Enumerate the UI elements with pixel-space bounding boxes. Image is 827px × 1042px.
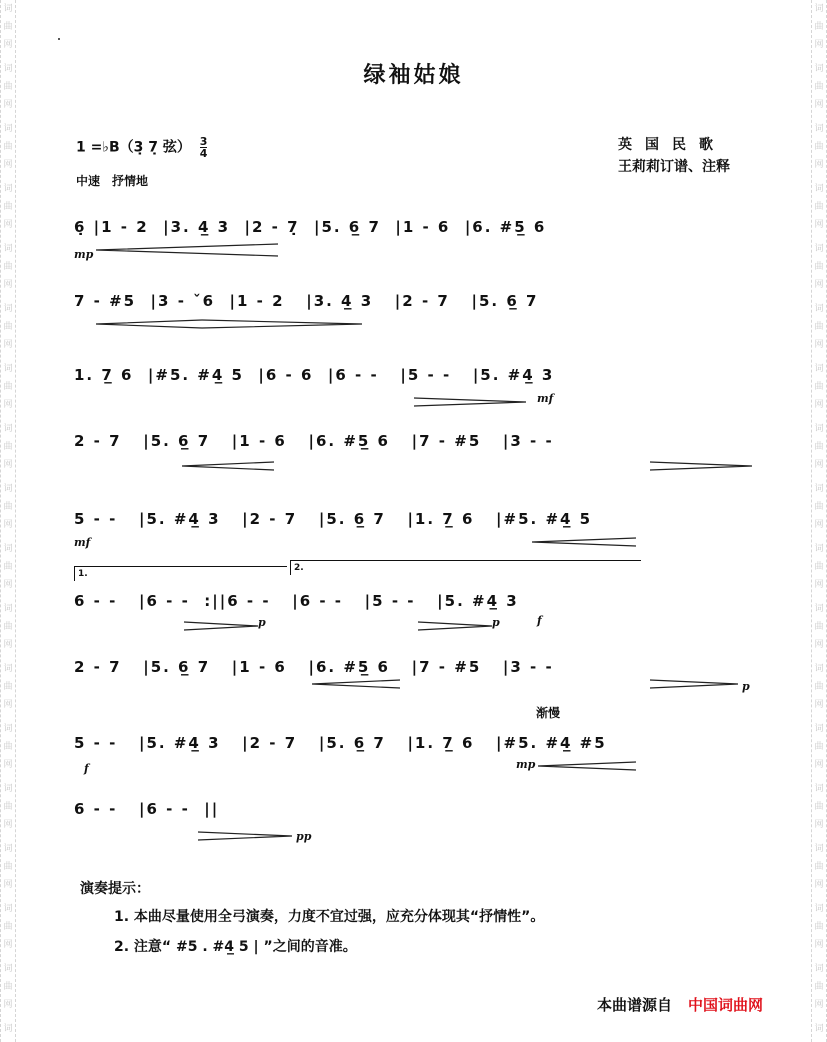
watermark-glyph: 曲 (814, 802, 824, 812)
score-row-text: 7 - #5 |3 - ˇ6 |1 - 2 |3. 4̲ 3 |2 - 7 |5. 6̲ 7 (74, 292, 539, 310)
watermark-glyph: 曲 (3, 382, 13, 392)
decrescendo-hairpin (650, 680, 738, 688)
decrescendo-hairpin (650, 462, 752, 470)
watermark-glyph: 网 (814, 700, 824, 710)
source-footer (597, 994, 763, 1015)
watermark-glyph: 词 (3, 244, 13, 254)
watermark-glyph: 网 (814, 520, 824, 530)
dynamic-mark: mp (74, 248, 94, 261)
score-row-text: 1. 7̲ 6 |#5. #4̲ 5 |6 - 6 |6 - - |5 - - |5. #4̲ 3 (74, 366, 555, 384)
watermark-glyph: 曲 (3, 202, 13, 212)
watermark-glyph: 网 (3, 160, 13, 170)
watermark-glyph: 曲 (814, 622, 824, 632)
watermark-glyph: 词 (3, 64, 13, 74)
watermark-glyph: 网 (814, 760, 824, 770)
watermark-glyph: 网 (814, 400, 824, 410)
watermark-glyph: 网 (814, 220, 824, 230)
key-text: 1 =♭B（3̣ 7̣ 弦） (76, 139, 191, 156)
watermark-glyph: 网 (814, 880, 824, 890)
watermark-glyph: 网 (814, 340, 824, 350)
watermark-glyph: 词 (3, 304, 13, 314)
scan-speck (58, 38, 60, 40)
score-row-text: 5 - - |5. #4̲ 3 |2 - 7 |5. 6̲ 7 |1. 7̲ 6 |#5. #4̲ #5 (74, 734, 607, 752)
watermark-glyph: 词 (814, 844, 824, 854)
time-signature-bottom: 4 (199, 147, 208, 160)
watermark-glyph: 曲 (814, 82, 824, 92)
crescendo-hairpin (96, 244, 278, 256)
dynamic-mark: p (742, 680, 750, 693)
watermark-glyph: 曲 (3, 802, 13, 812)
crescendo-hairpin (96, 320, 202, 328)
watermark-glyph: 词 (814, 724, 824, 734)
performance-notes-heading: 演奏提示： (80, 881, 150, 897)
watermark-glyph: 网 (3, 700, 13, 710)
watermark-glyph: 网 (814, 940, 824, 950)
volta-first-label: 1. (78, 569, 88, 579)
time-signature-top: 3 (199, 135, 208, 148)
score-row-text: 6̣ |1 - 2 |3. 4̲ 3 |2 - 7̣ |5. 6̲ 7 |1 - 6 |6. #5̲ 6 (74, 218, 547, 236)
tempo-change-marking: 渐慢 (536, 706, 561, 720)
watermark-glyph: 曲 (3, 442, 13, 452)
watermark-glyph: 曲 (814, 682, 824, 692)
watermark-glyph: 网 (3, 640, 13, 650)
watermark-glyph: 曲 (3, 142, 13, 152)
watermark-glyph: 词 (3, 124, 13, 134)
watermark-glyph: 网 (3, 280, 13, 290)
watermark-glyph: 词 (814, 664, 824, 674)
watermark-glyph: 曲 (3, 742, 13, 752)
watermark-glyph: 词 (814, 904, 824, 914)
watermark-glyph: 曲 (814, 742, 824, 752)
watermark-glyph: 曲 (814, 202, 824, 212)
watermark-glyph: 网 (3, 880, 13, 890)
watermark-glyph: 网 (3, 820, 13, 830)
watermark-glyph: 网 (3, 340, 13, 350)
watermark-glyph: 网 (3, 220, 13, 230)
dynamic-mark: mf (537, 392, 554, 405)
watermark-glyph: 曲 (814, 262, 824, 272)
crescendo-hairpin (538, 762, 636, 770)
watermark-glyph: 曲 (814, 922, 824, 932)
watermark-glyph: 网 (814, 1000, 824, 1010)
watermark-glyph: 曲 (814, 562, 824, 572)
watermark-glyph: 网 (3, 40, 13, 50)
watermark-glyph: 曲 (814, 862, 824, 872)
watermark-glyph: 词 (814, 544, 824, 554)
watermark-glyph: 词 (3, 784, 13, 794)
watermark-glyph: 词 (3, 724, 13, 734)
crescendo-hairpin (182, 462, 274, 470)
watermark-glyph: 曲 (3, 862, 13, 872)
watermark-glyph: 网 (814, 160, 824, 170)
decrescendo-hairpin (202, 320, 362, 328)
watermark-glyph: 词 (3, 604, 13, 614)
volta-second-label: 2. (294, 563, 304, 573)
watermark-glyph: 曲 (3, 562, 13, 572)
watermark-glyph: 网 (3, 580, 13, 590)
dynamic-mark: mp (516, 758, 536, 771)
watermark-glyph: 网 (814, 40, 824, 50)
watermark-glyph: 网 (814, 460, 824, 470)
watermark-glyph: 词 (814, 424, 824, 434)
score-row-text: 5 - - |5. #4̲ 3 |2 - 7 |5. 6̲ 7 |1. 7̲ 6 |#5. #4̲ 5 (74, 510, 593, 528)
watermark-glyph: 曲 (814, 22, 824, 32)
tempo-marking: 中速 抒情地 (76, 174, 149, 188)
watermark-glyph: 网 (3, 460, 13, 470)
dynamic-mark: p (258, 616, 266, 629)
watermark-glyph: 网 (3, 400, 13, 410)
score-row-text: 2 - 7 |5. 6̲ 7 |1 - 6 |6. #5̲ 6 |7 - #5 |3 - - (74, 658, 554, 676)
watermark-glyph: 网 (814, 280, 824, 290)
source-site-link[interactable]: 中国词曲网 (688, 996, 764, 1014)
watermark-glyph: 曲 (3, 502, 13, 512)
origin-label: 英国民歌 (618, 137, 726, 153)
watermark-glyph: 词 (3, 4, 13, 14)
dynamic-mark: p (492, 616, 500, 629)
watermark-glyph: 词 (814, 604, 824, 614)
watermark-glyph: 词 (814, 64, 824, 74)
score-row-text: 6 - - |6 - - :||6 - - |6 - - |5 - - |5. #4̲ 3 (74, 592, 519, 610)
arranger-label: 王莉莉订谱、注释 (618, 159, 730, 175)
watermark-glyph: 词 (3, 664, 13, 674)
crescendo-hairpin (312, 680, 400, 688)
watermark-glyph: 词 (3, 964, 13, 974)
crescendo-hairpin (532, 538, 636, 546)
watermark-glyph: 曲 (3, 682, 13, 692)
watermark-glyph: 词 (814, 244, 824, 254)
watermark-glyph: 词 (814, 364, 824, 374)
watermark-glyph: 词 (3, 1024, 13, 1034)
watermark-glyph: 词 (814, 124, 824, 134)
decrescendo-hairpin (418, 622, 492, 630)
dynamic-mark: mf (74, 536, 91, 549)
watermark-glyph: 网 (3, 100, 13, 110)
watermark-glyph: 词 (3, 184, 13, 194)
watermark-glyph: 曲 (3, 322, 13, 332)
watermark-glyph: 词 (814, 484, 824, 494)
watermark-glyph: 曲 (3, 82, 13, 92)
dynamic-mark: f (537, 614, 542, 627)
score-title: 绿袖姑娘 (363, 63, 464, 88)
watermark-glyph: 词 (814, 964, 824, 974)
watermark-glyph: 曲 (3, 262, 13, 272)
watermark-glyph: 网 (3, 520, 13, 530)
watermark-glyph: 词 (814, 304, 824, 314)
watermark-glyph: 曲 (814, 982, 824, 992)
watermark-glyph: 词 (3, 424, 13, 434)
watermark-glyph: 词 (3, 364, 13, 374)
watermark-glyph: 词 (814, 184, 824, 194)
watermark-glyph: 词 (814, 4, 824, 14)
decrescendo-hairpin (184, 622, 258, 630)
watermark-glyph: 网 (3, 760, 13, 770)
watermark-glyph: 曲 (3, 22, 13, 32)
watermark-glyph: 词 (3, 844, 13, 854)
watermark-glyph: 网 (814, 640, 824, 650)
watermark-glyph: 网 (3, 940, 13, 950)
watermark-glyph: 词 (814, 784, 824, 794)
watermark-glyph: 曲 (814, 502, 824, 512)
score-row-text: 2 - 7 |5. 6̲ 7 |1 - 6 |6. #5̲ 6 |7 - #5 |3 - - (74, 432, 554, 450)
watermark-glyph: 网 (814, 580, 824, 590)
watermark-glyph: 曲 (3, 622, 13, 632)
watermark-glyph: 词 (3, 544, 13, 554)
decrescendo-hairpin (198, 832, 292, 840)
watermark-glyph: 词 (814, 1024, 824, 1034)
watermark-glyph: 网 (3, 1000, 13, 1010)
score-row-text: 6 - - |6 - - || (74, 800, 220, 818)
watermark-glyph: 网 (814, 820, 824, 830)
watermark-glyph: 曲 (814, 142, 824, 152)
decrescendo-hairpin (414, 398, 526, 406)
performance-note-item: 2. 注意“ #5 . #4̲ 5 | ”之间的音准。 (114, 939, 357, 955)
watermark-glyph: 曲 (3, 982, 13, 992)
performance-note-item: 1. 本曲尽量使用全弓演奏，力度不宜过强，应充分体现其“抒情性”。 (114, 909, 545, 925)
watermark-glyph: 曲 (814, 382, 824, 392)
dynamic-mark: f (84, 762, 89, 775)
watermark-glyph: 曲 (814, 442, 824, 452)
watermark-glyph: 词 (3, 484, 13, 494)
watermark-glyph: 曲 (814, 322, 824, 332)
watermark-glyph: 词 (3, 904, 13, 914)
watermark-glyph: 网 (814, 100, 824, 110)
dynamic-mark: pp (296, 830, 312, 843)
watermark-glyph: 曲 (3, 922, 13, 932)
source-label: 本曲谱源自 (597, 996, 673, 1014)
